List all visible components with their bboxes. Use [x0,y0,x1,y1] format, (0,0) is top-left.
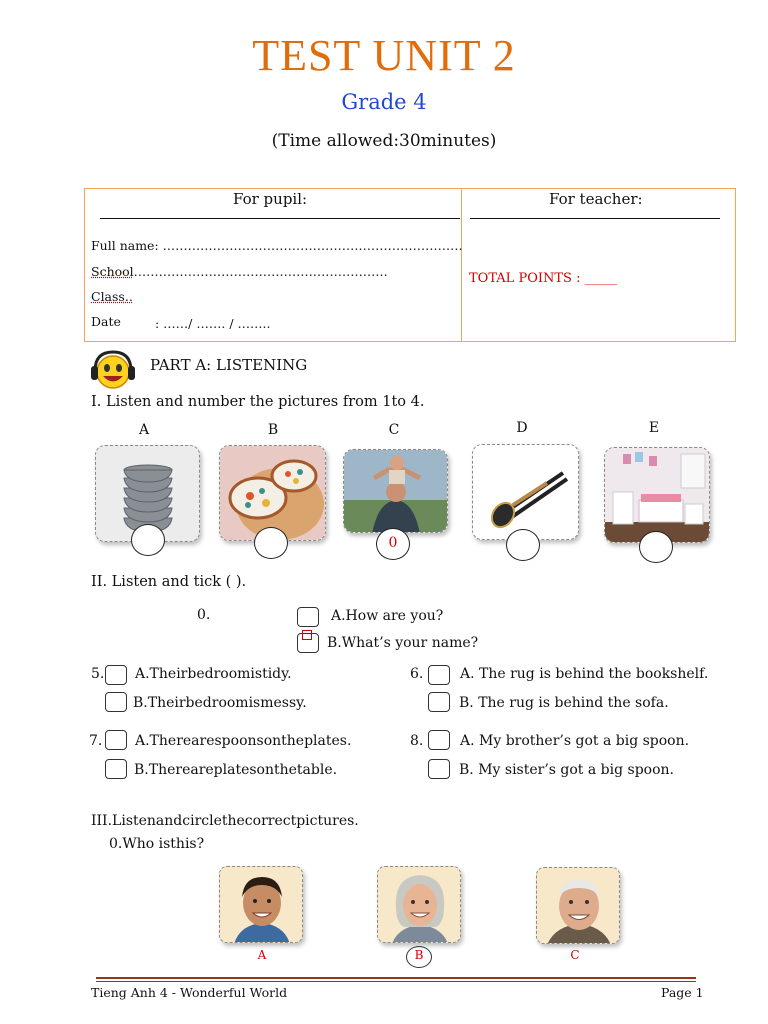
q8-option-b: B. My sister’s got a big spoon. [459,762,675,778]
face-letter-c: C [570,948,580,962]
footer-rule-thick [96,977,696,979]
footer-rule-thin [96,981,696,982]
q5-number: 5. [91,666,105,682]
picture-c-father-son [343,449,448,533]
q7-option-a: A.Therearespoonsontheplates. [135,733,352,749]
q7-option-b: B.Thereareplatesonthetable. [134,762,338,778]
picture-b-answer-circle[interactable] [254,527,288,559]
teacher-header: For teacher: [549,190,643,208]
q7-checkbox-b[interactable] [105,759,127,779]
picture-a-answer-circle[interactable] [131,524,165,556]
test-title: TEST UNIT 2 [252,31,516,80]
q6-option-a: A. The rug is behind the bookshelf. [460,666,709,682]
picture-d-answer-circle[interactable] [506,529,540,561]
q8-checkbox-a[interactable] [428,730,450,750]
grade-label: Grade 4 [341,90,427,114]
q5-checkbox-b[interactable] [105,692,127,712]
picture-c-answer-circle[interactable]: 0 [376,528,410,560]
q6-option-b: B. The rug is behind the sofa. [459,695,669,711]
pupil-header: For pupil: [233,190,308,208]
q8-number: 8. [410,733,424,749]
total-points: TOTAL POINTS : _____ [469,271,618,286]
face-letter-b: B [414,948,424,962]
full-name-label: Full name: [91,238,163,253]
q7-checkbox-a[interactable] [105,730,127,750]
q6-checkbox-b[interactable] [428,692,450,712]
picture-d-spoon-chopsticks [472,444,579,540]
school-dots: ……………………………………………………. [133,264,388,279]
time-allowed: (Time allowed:30minutes) [271,131,497,151]
picture-c-grandfather[interactable] [536,867,620,944]
section3-question: 0.Who isthis? [109,836,205,852]
smiley-headphones-icon [90,349,136,391]
section3-instruction: III.Listenandcirclethecorrectpictures. [91,813,359,829]
face-letter-a: A [257,948,267,962]
full-name-field[interactable] [91,238,463,253]
q5-option-b: B.Theirbedroomismessy. [133,695,307,711]
section1-instruction: I. Listen and number the pictures from 1to 4. [91,394,425,410]
teacher-header-rule [470,218,720,219]
example-number: 0. [197,607,211,623]
section2-instruction: II. Listen and tick ( ). [91,574,247,590]
part-a-label: PART A: LISTENING [150,356,308,374]
q8-option-a: A. My brother’s got a big spoon. [460,733,690,749]
date-label: Date [91,314,121,329]
picture-e-bedroom [604,447,710,543]
q7-number: 7. [89,733,103,749]
picture-a-boy[interactable] [219,866,303,943]
tick-mark-icon [302,630,312,640]
date-field[interactable]: : ……/ ……. / …….. [155,316,271,331]
footer-page-number: Page 1 [661,985,704,1000]
example-option-b: B.What’s your name? [327,635,479,651]
info-box-divider [461,188,462,342]
q6-number: 6. [410,666,424,682]
class-label: Class.. [91,289,133,304]
pupil-header-rule [100,218,460,219]
q6-checkbox-a[interactable] [428,665,450,685]
footer-book-title: Tieng Anh 4 - Wonderful World [91,985,288,1000]
example-option-a: A.How are you? [331,608,444,624]
q8-checkbox-b[interactable] [428,759,450,779]
school-label: School [91,264,134,279]
picture-letter-d: D [516,420,528,436]
class-field[interactable] [91,289,133,304]
picture-e-answer-circle[interactable] [639,531,673,563]
q5-checkbox-a[interactable] [105,665,127,685]
picture-letter-b: B [267,422,279,438]
q5-option-a: A.Theirbedroomistidy. [135,666,292,682]
picture-b-grandmother[interactable] [377,866,461,943]
picture-letter-a: A [138,422,150,438]
full-name-dots: ……………………………………………………………… [162,238,463,253]
picture-letter-c: C [388,422,400,438]
example-checkbox-b[interactable] [297,633,319,653]
school-field[interactable] [91,264,388,279]
example-checkbox-a[interactable] [297,607,319,627]
picture-letter-e: E [648,420,660,436]
